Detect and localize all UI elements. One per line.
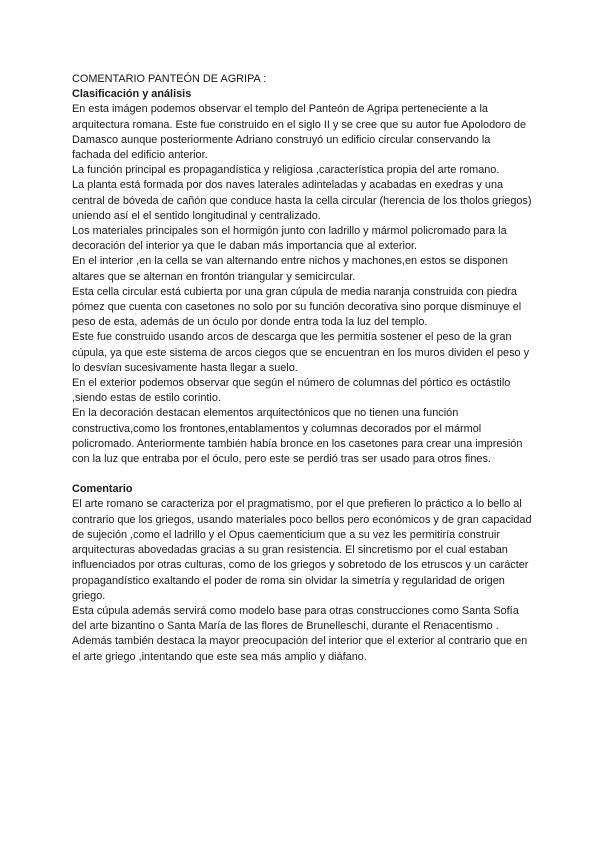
paragraph: En el exterior podemos observar que según el número de columnas del pórtico es octástilo ,siendo estas de estilo corintio. — [72, 377, 511, 405]
paragraph: Además también destaca la mayor preocupación del interior que el exterior al contrario que en el arte griego ,intentando que este sea más amplio y diáfano. — [72, 635, 528, 663]
paragraph: En la decoración destacan elementos arquitectónicos que no tienen una función constructiva,como los frontones,entablamentos y columnas decorados por el mármol policromado. Anteriormente también había bronce en los casetones para crear una impresión con la luz que entraba por el óculo, pero este se perdió tras ser usado para otros fines. — [72, 407, 523, 466]
paragraph: Esta cella circular está cubierta por una gran cúpula de media naranja construida con piedra pómez que cuenta con casetones no solo por su función decorativa sino porque disminuye el peso de esta, además de un óculo por donde entra toda la luz del templo. — [72, 285, 522, 329]
document-title: COMENTARIO PANTEÓN DE AGRIPA : — [72, 73, 267, 85]
paragraph: En esta imágen podemos observar el templo del Panteón de Agripa perteneciente a la arquitectura romana. Este fue construido en el siglo II y se cree que su autor fue Apolodoro de Damasco aunque posteriormente Adriano construyó un edificio circular conservando la fachada del edificio anterior. — [72, 103, 527, 162]
section-heading-clasificacion: Clasificación y análisis — [72, 88, 192, 101]
paragraph: Esta cúpula además servirá como modelo base para otras construcciones como Santa Sofía del arte bizantino o Santa María de las flores de Brunelleschi, durante el Renacentismo . — [72, 604, 519, 633]
section-spacer — [72, 467, 532, 482]
paragraph: El arte romano se caracteriza por el pragmatismo, por el que prefieren lo práctico a lo bello al contrario que los griegos, usando materiales poco bellos pero económicos y de gran capacidad de sujeción ,como el ladrillo y el Opus caementicium que a su vez les permitiría construir arquitecturas abovedadas gracias a su gran resistencia. El sincretismo por el cual estaban influenciados por otras culturas, como de los griegos y sobretodo de los etruscos y un carácter propagandístico exaltando el poder de roma sin olvidar la simetría y regularidad de origen griego. — [72, 498, 532, 602]
paragraph: La planta está formada por dos naves laterales adinteladas y acabadas en exedras y una central de bóveda de cañón que conduce hasta la cella circular (herencia de los tholos griegos) uniendo así el el sentido longitudinal y centralizado. — [72, 179, 532, 222]
paragraph: En el interior ,en la cella se van alternando entre nichos y machones,en estos se disponen altares que se alternan en frontón triangular y semicircular. — [72, 255, 508, 283]
paragraph: Este fue construido usando arcos de descarga que les permitía sostener el peso de la gran cúpula, ya que este sistema de arcos ciegos que se encuentran en los muros dividen el peso y lo desvían sucesivamente hasta llegar a suelo. — [72, 331, 530, 374]
section-heading-comentario: Comentario — [72, 483, 133, 496]
document-page — [72, 72, 532, 665]
paragraph: Los materiales principales son el hormigón junto con ladrillo y mármol policromado para la decoración del interior ya que le daban más importancia que al exterior. — [72, 225, 507, 253]
paragraph: La función principal es propagandística y religiosa ,característica propia del arte romano. — [72, 164, 500, 177]
